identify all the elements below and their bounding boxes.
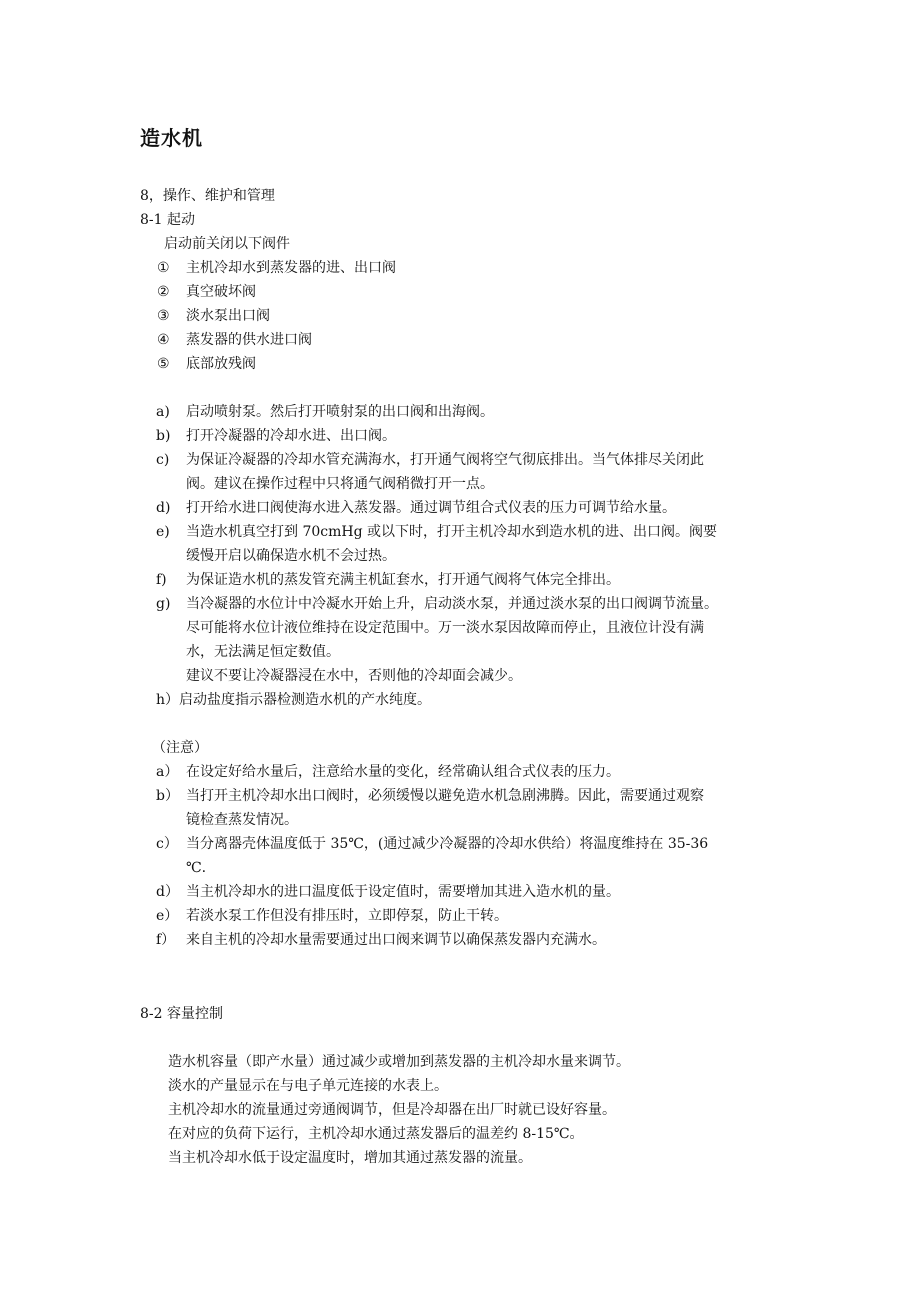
step-text: 当造水机真空打到 70cmHg 或以下时，打开主机冷却水到造水机的进、出口阀。阀要 [186, 524, 717, 540]
valve-item: 淡水泵出口阀 [186, 308, 270, 324]
note-text: 若淡水泵工作但没有排压时，立即停泵，防止干转。 [186, 908, 508, 924]
step-marker: e) [156, 524, 170, 540]
note-marker: b） [156, 788, 179, 804]
capacity-line: 主机冷却水的流量通过旁通阀调节，但是冷却器在出厂时就已设好容量。 [168, 1102, 616, 1118]
valve-item: 底部放残阀 [186, 356, 256, 372]
pre-start-label: 启动前关闭以下阀件 [164, 236, 290, 252]
valve-item: 真空破坏阀 [186, 284, 256, 300]
step-text-continued: 缓慢开启以确保造水机不会过热。 [186, 548, 396, 564]
step-marker: d) [156, 500, 171, 516]
valve-item: 蒸发器的供水进口阀 [186, 332, 312, 348]
note-text: 当主机冷却水的进口温度低于设定值时，需要增加其进入造水机的量。 [186, 884, 620, 900]
note-marker: a） [156, 764, 179, 780]
step-marker: a) [156, 404, 170, 420]
subsection-heading-capacity: 8-2 容量控制 [140, 1006, 223, 1022]
subsection-heading-start: 8-1 起动 [140, 212, 195, 228]
step-text: 当冷凝器的水位计中冷凝水开始上升，启动淡水泵，并通过淡水泵的出口阀调节流量。 [186, 596, 718, 612]
capacity-line: 在对应的负荷下运行，主机冷却水通过蒸发器后的温差约 8-15℃。 [168, 1126, 584, 1142]
note-marker: e） [156, 908, 179, 924]
step-text: 启动喷射泵。然后打开喷射泵的出口阀和出海阀。 [186, 404, 494, 420]
capacity-line: 造水机容量（即产水量）通过减少或增加到蒸发器的主机冷却水量来调节。 [168, 1054, 630, 1070]
valve-marker: ④ [157, 332, 170, 348]
step-text-continued: 建议不要让冷凝器浸在水中，否则他的冷却面会减少。 [186, 668, 522, 684]
step-text-continued: 水，无法满足恒定数值。 [186, 644, 340, 660]
step-marker: g) [156, 596, 171, 612]
valve-marker: ① [157, 260, 170, 276]
valve-marker: ③ [157, 308, 170, 324]
note-text: 当分离器壳体温度低于 35℃，(通过减少冷凝器的冷却水供给）将温度维持在 35-36 [186, 836, 709, 852]
step-marker: f) [156, 572, 167, 588]
step-text: 为保证造水机的蒸发管充满主机缸套水，打开通气阀将气体完全排出。 [186, 572, 620, 588]
note-text: 来自主机的冷却水量需要通过出口阀来调节以确保蒸发器内充满水。 [186, 932, 606, 948]
note-text: 在设定好给水量后，注意给水量的变化，经常确认组合式仪表的压力。 [186, 764, 620, 780]
valve-marker: ② [157, 284, 170, 300]
valve-item: 主机冷却水到蒸发器的进、出口阀 [186, 260, 396, 276]
capacity-line: 淡水的产量显示在与电子单元连接的水表上。 [168, 1078, 448, 1094]
step-text: 打开给水进口阀使海水进入蒸发器。通过调节组合式仪表的压力可调节给水量。 [186, 500, 676, 516]
notes-heading: （注意） [152, 740, 208, 756]
valve-marker: ⑤ [157, 356, 170, 372]
note-text-continued: ℃. [186, 860, 207, 876]
step-text-continued: 阀。建议在操作过程中只将通气阀稍微打开一点。 [186, 476, 494, 492]
step-marker: b) [156, 428, 171, 444]
document-title: 造水机 [140, 126, 203, 150]
note-marker: f） [156, 932, 176, 948]
note-marker: d） [156, 884, 179, 900]
step-text: 为保证冷凝器的冷却水管充满海水，打开通气阀将空气彻底排出。当气体排尽关闭此 [186, 452, 704, 468]
step-text-continued: 尽可能将水位计液位维持在设定范围中。万一淡水泵因故障而停止，且液位计没有满 [186, 620, 704, 636]
note-text-continued: 镜检查蒸发情况。 [186, 812, 298, 828]
note-marker: c） [156, 836, 178, 852]
note-text: 当打开主机冷却水出口阀时，必须缓慢以避免造水机急剧沸腾。因此，需要通过观察 [186, 788, 704, 804]
section-heading: 8，操作、维护和管理 [140, 188, 275, 204]
step-h: h）启动盐度指示器检测造水机的产水纯度。 [156, 692, 432, 708]
step-text: 打开冷凝器的冷却水进、出口阀。 [186, 428, 396, 444]
capacity-line: 当主机冷却水低于设定温度时，增加其通过蒸发器的流量。 [168, 1150, 532, 1166]
step-marker: c) [156, 452, 170, 468]
